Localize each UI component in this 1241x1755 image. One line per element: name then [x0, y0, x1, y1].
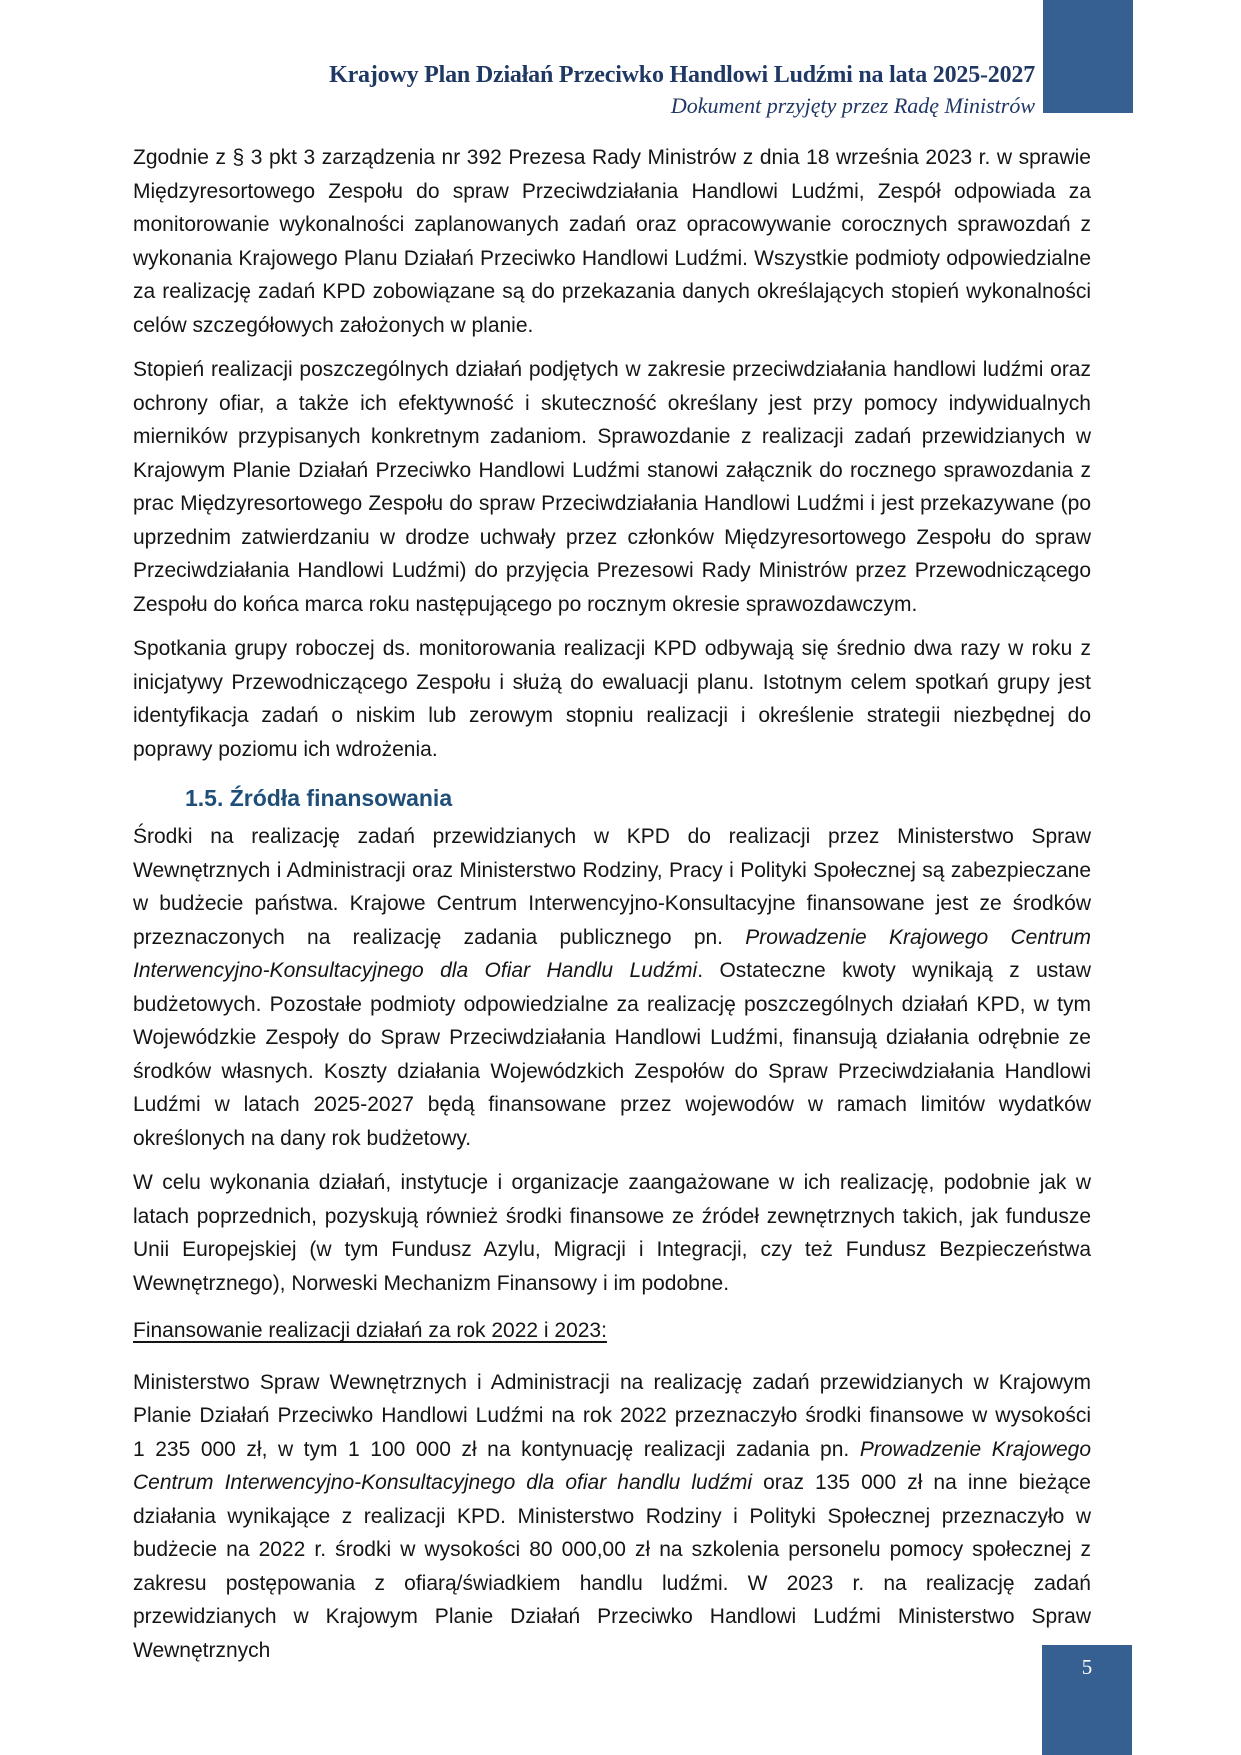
paragraph [133, 1166, 1091, 1300]
paragraph [133, 141, 1091, 342]
paragraph [133, 820, 1091, 1155]
text-run: Spotkania grupy roboczej ds. monitorowania realizacji KPD odbywają się średnio dwa razy w roku z inicjatywy Przewodniczącego Zespołu i służą do ewaluacji planu. Istotnym celem spotkań grupy jest identyfikacja zadań o niskim lub zerowym stopniu realizacji i określenie strategii niezbędnej do poprawy poziomu ich wdrożenia. [133, 637, 1091, 761]
text-run: oraz 135 000 zł na inne bieżące działania wynikające z realizacji KPD. Ministerstwo Rodziny i Polityki Społecznej przeznaczyło w budżecie na 2022 r. środki w wysokości 80 000,00 zł na szkolenia personelu pomocy społecznej z zakresu postępowania z ofiarą/świadkiem handlu ludźmi. W 2023 r. na realizację zadań przewidzianych w Krajowym Planie Działań Przeciwko Handlowi Ludźmi Ministerstwo Spraw Wewnętrznych [133, 1471, 1091, 1662]
text-run: Ministerstwo Spraw Wewnętrznych i Administracji na realizację zadań przewidzianych w Krajowym Planie Działań Przeciwko Handlowi Ludźmi na rok 2022 przeznaczyło środki finansowe w wysokości 1 235 000 zł, w tym 1 100 000 zł na kontynuację realizacji zadania pn. [133, 1370, 1091, 1461]
text-run: Stopień realizacji poszczególnych działań podjętych w zakresie przeciwdziałania handlowi ludźmi oraz ochrony ofiar, a także ich efektywność i skuteczność określany jest przy pomocy indywidualnych mierników przypisanych konkretnym zadaniom. Sprawozdanie z realizacji zadań przewidzianych w Krajowym Planie Działań Przeciwko Handlowi Ludźmi stanowi załącznik do rocznego sprawozdania z prac Międzyresortowego Zespołu do spraw Przeciwdziałania Handlowi Ludźmi i jest przekazywane (po uprzednim zatwierdzaniu w drodze uchwały przez członków Międzyresortowego Zespołu do spraw Przeciwdziałania Handlowi Ludźmi) do przyjęcia Prezesowi Rady Ministrów przez Przewodniczącego Zespołu do końca marca roku następującego po rocznym okresie sprawozdawczym. [133, 358, 1091, 616]
text-run: Środki na realizację zadań przewidzianych w KPD do realizacji przez Ministerstwo Spraw Wewnętrznych i Administracji oraz Ministerstwo Rodziny, Pracy i Polityki Społecznej są zabezpieczane w budżecie państwa. Krajowe Centrum Interwencyjno-Konsultacyjne finansowane jest ze środków przeznaczonych na realizację zadania publicznego pn. [133, 825, 1091, 949]
section-heading: 1.5. Źródła finansowania [185, 785, 453, 811]
page-number: 5 [1081, 1655, 1093, 1679]
italic-run: Prowadzenie Krajowego Centrum Interwencyjno-Konsultacyjnego dla ofiar handlu ludźmi [133, 1437, 1091, 1494]
text-run: W celu wykonania działań, instytucje i organizacje zaangażowane w ich realizację, podobnie jak w latach poprzednich, pozyskują również środki finansowe ze źródeł zewnętrznych takich, jak fundusze Unii Europejskiej (w tym Fundusz Azylu, Migracji i Integracji, czy też Fundusz Bezpieczeństwa Wewnętrznego), Norweski Mechanizm Finansowy i im podobne. [133, 1171, 1091, 1295]
text-run: Zgodnie z § 3 pkt 3 zarządzenia nr 392 Prezesa Rady Ministrów z dnia 18 września 2023 r. w sprawie Międzyresortowego Zespołu do spraw Przeciwdziałania Handlowi Ludźmi, Zespół odpowiada za monitorowanie wykonalności zaplanowanych zadań oraz opracowywanie corocznych sprawozdań z wykonania Krajowego Planu Działań Przeciwko Handlowi Ludźmi. Wszystkie podmioty odpowiedzialne za realizację zadań KPD zobowiązane są do przekazania danych określających stopień wykonalności celów szczegółowych założonych w planie. [133, 146, 1091, 337]
document-body [133, 141, 1091, 1678]
underlined-heading: Finansowanie realizacji działań za rok 2022 i 2023: [133, 1319, 607, 1342]
paragraph [133, 1366, 1091, 1668]
document-subtitle: Dokument przyjęty przez Radę Ministrów [670, 93, 1035, 118]
italic-run: Prowadzenie Krajowego Centrum Interwencyjno-Konsultacyjnego dla Ofiar Handlu Ludźmi [133, 925, 1091, 982]
page-header [275, 60, 1035, 120]
page-number-block [1042, 1645, 1132, 1755]
text-run: . Ostateczne kwoty wynikają z ustaw budżetowych. Pozostałe podmioty odpowiedzialne za realizację poszczególnych działań KPD, w tym Wojewódzkie Zespoły do Spraw Przeciwdziałania Handlowi Ludźmi, finansują działania odrębnie ze środków własnych. Koszty działania Wojewódzkich Zespołów do Spraw Przeciwdziałania Handlowi Ludźmi w latach 2025-2027 będą finansowane przez wojewodów w ramach limitów wydatków określonych na dany rok budżetowy. [133, 959, 1091, 1150]
header-accent-block [1043, 0, 1133, 113]
paragraph [133, 353, 1091, 621]
document-title: Krajowy Plan Działań Przeciwko Handlowi Ludźmi na lata 2025-2027 [329, 62, 1035, 88]
paragraph [133, 632, 1091, 766]
